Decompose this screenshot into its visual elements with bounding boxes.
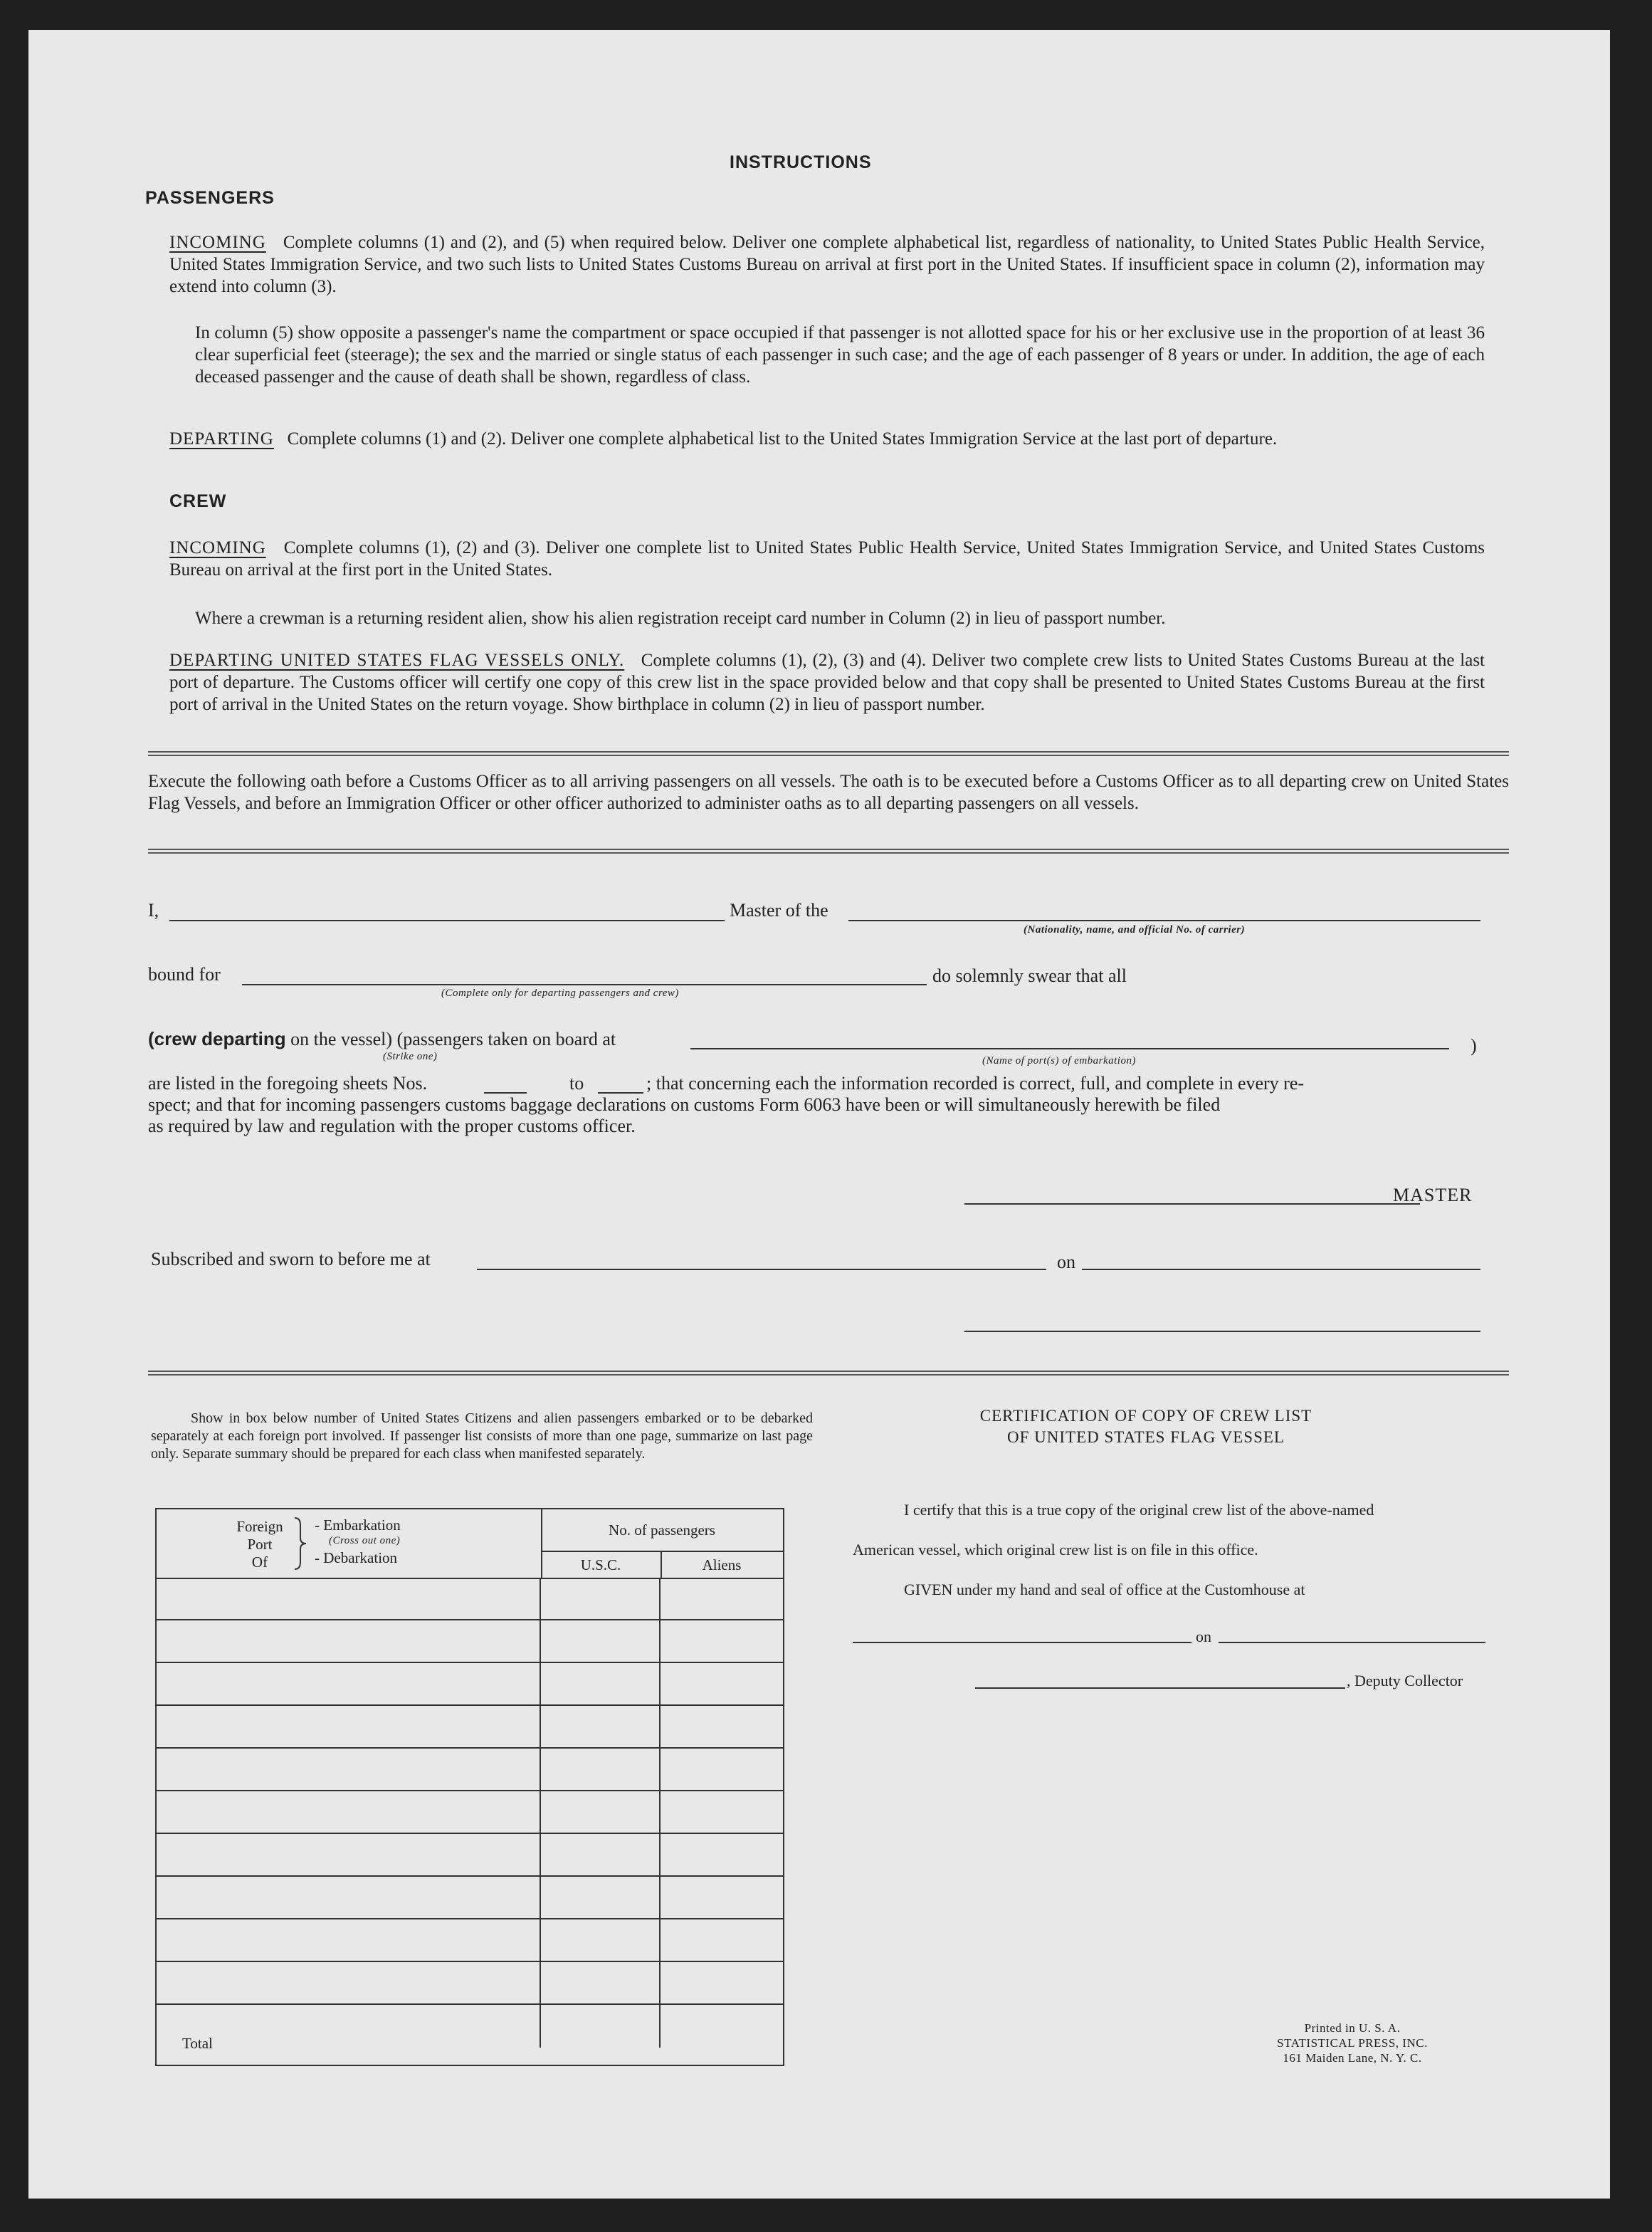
divider [148,751,1509,756]
crew-passenger-line [148,1028,616,1050]
bound-for-field[interactable] [242,984,927,985]
crew-heading: CREW [169,491,227,511]
passenger-summary-table [155,1508,784,2066]
listed-suffix: ; that concerning each the information recorded is correct, full, and complete in every re- [646,1073,1305,1094]
passengers-taken-option[interactable]: (passengers taken on board at [396,1029,616,1049]
table-cell-port[interactable] [157,1962,541,2005]
table-cell-port[interactable] [157,1620,541,1663]
officer-signature-field[interactable] [964,1331,1480,1332]
table-cell-port[interactable] [157,1877,541,1919]
table-cell-usc[interactable] [541,1663,661,1706]
certification-title-line1: CERTIFICATION OF COPY OF CREW LIST [979,1407,1312,1425]
aliens-header: Aliens [661,1551,783,1579]
certify-line2: American vessel, which original crew list is on file in this office. [853,1541,1258,1558]
to-label: to [569,1073,584,1094]
cert-date-field[interactable] [1219,1642,1485,1643]
table-cell-usc[interactable] [541,1578,661,1620]
table-cell-port[interactable] [157,1834,541,1877]
sworn-date-field[interactable] [1082,1269,1480,1270]
bound-for-label: bound for [148,964,221,985]
passengers-incoming-tag: INCOMING [169,233,266,252]
table-cell-aliens[interactable] [661,1834,783,1877]
deputy-collector-label: , Deputy Collector [1347,1672,1463,1689]
table-cell-usc[interactable] [541,1877,661,1919]
listed-line2: spect; and that for incoming passengers customs baggage declarations on customs Form 6063 have been or will simultaneously herewith be filed [148,1094,1221,1115]
table-cell-aliens[interactable] [661,1663,783,1706]
table-cell-aliens[interactable] [661,1962,783,2005]
table-cell-port[interactable] [157,1706,541,1749]
subscribed-label: Subscribed and sworn to before me at [151,1249,431,1269]
sheet-from-field[interactable] [484,1092,527,1094]
table-cell-aliens[interactable] [661,1749,783,1791]
table-cell-usc[interactable] [541,1962,661,2005]
oath-i-label: I, [148,900,159,921]
sworn-location-field[interactable] [477,1269,1046,1270]
total-label: Total [182,2035,213,2052]
no-of-passengers-header: No. of passengers [541,1509,783,1552]
crew-crewman-paragraph: Where a crewman is a returning resident alien, show his alien registration receipt card number in Column (2) in lieu of passport number. [195,609,1166,628]
crew-incoming-text: Complete columns (1), (2) and (3). Deliver one complete list to United States Public Health Service, United States Immigration Service, and United States Customs Bureau on arrival at the first port in the United States. [169,538,1485,580]
debarkation-label[interactable]: - Debarkation [315,1549,398,1566]
printer-line1: Printed in U. S. A. [1304,2021,1401,2035]
port-header-cell [157,1509,542,1579]
instructions-title: INSTRUCTIONS [730,152,872,172]
embarkation-label[interactable]: - Embarkation [315,1516,401,1534]
table-cell-port[interactable] [157,1791,541,1834]
passengers-column5-paragraph: In column (5) show opposite a passenger's name the compartment or space occupied if that passenger is not allotted space for his or her exclusive use in the proportion of at least 36 clear superficial feet (steerage); the sex and the married or single status of each passenger in such case; and the age of each passenger of 8 years or under. In addition, the age of each deceased passenger and the cause of death shall be shown, regardless of class. [195,323,1485,387]
summary-instructions: Show in box below number of United States Citizens and alien passengers embarked or to be debarked separately at each foreign port involved. If passenger list consists of more than one page, summarize on last page only. Separate summary should be prepared for each class when manifested separately. [151,1410,813,1462]
printer-imprint [1231,2021,1473,2065]
table-cell-port[interactable] [157,1919,541,1962]
crew-incoming-tag: INCOMING [169,538,266,557]
table-cell-usc[interactable] [541,2005,661,2048]
carrier-note: (Nationality, name, and official No. of carrier) [1024,924,1246,936]
table-cell-port[interactable] [157,2005,541,2048]
crew-departing-option[interactable]: (crew departing [148,1028,286,1049]
bound-for-note: (Complete only for departing passengers and crew) [441,987,679,999]
deputy-signature-field[interactable] [975,1687,1345,1689]
printer-line3: 161 Maiden Lane, N. Y. C. [1283,2051,1422,2065]
port-label: Port [247,1536,273,1553]
crew-departing-paragraph [169,649,1485,716]
table-cell-aliens[interactable] [661,1919,783,1962]
table-cell-aliens[interactable] [661,1578,783,1620]
master-of-the-label: Master of the [730,900,828,921]
brace-icon [292,1516,309,1571]
crew-incoming-paragraph [169,537,1485,581]
carrier-field[interactable] [848,920,1480,921]
cross-out-note: (Cross out one) [329,1535,401,1546]
printer-line2: STATISTICAL PRESS, INC. [1277,2036,1428,2050]
table-cell-usc[interactable] [541,1749,661,1791]
table-cell-port[interactable] [157,1578,541,1620]
table-cell-port[interactable] [157,1663,541,1706]
table-cell-usc[interactable] [541,1620,661,1663]
table-cell-aliens[interactable] [661,1706,783,1749]
foreign-label: Foreign [236,1518,283,1535]
divider [148,1371,1509,1376]
table-cell-usc[interactable] [541,1919,661,1962]
table-cell-aliens[interactable] [661,1620,783,1663]
embarkation-ports-field[interactable] [690,1048,1449,1049]
master-label: MASTER [1393,1185,1473,1205]
divider [148,849,1509,854]
passengers-departing-tag: DEPARTING [169,429,274,449]
sheet-to-field[interactable] [598,1092,643,1094]
table-cell-usc[interactable] [541,1791,661,1834]
passengers-incoming-text: Complete columns (1) and (2), and (5) when required below. Deliver one complete alphabetical list, regardless of nationality, to United States Public Health Service, United States Immigration Service, and two such lists to United States Customs Bureau on arrival at first port in the United States. If insufficient space in column (2), information may extend into column (3). [169,233,1485,296]
on-the-vessel-text: on the vessel) [290,1029,393,1049]
table-cell-port[interactable] [157,1749,541,1791]
of-label: Of [251,1554,268,1571]
table-cell-aliens[interactable] [661,2005,783,2048]
certify-line1: I certify that this is a true copy of the original crew list of the above-named [904,1501,1374,1519]
form-page [28,30,1610,2199]
customhouse-field[interactable] [853,1642,1191,1643]
listed-prefix: are listed in the foregoing sheets Nos. [148,1073,428,1094]
passengers-departing-text: Complete columns (1) and (2). Deliver one complete alphabetical list to the United States Immigration Service at the last port of departure. [287,429,1278,449]
passengers-incoming-paragraph [169,231,1485,298]
master-name-field[interactable] [169,920,725,921]
usc-header: U.S.C. [541,1551,662,1579]
certification-title-line2: OF UNITED STATES FLAG VESSEL [1007,1428,1285,1446]
listed-line3: as required by law and regulation with the proper customs officer. [148,1116,636,1136]
oath-execute-paragraph: Execute the following oath before a Customs Officer as to all arriving passengers on all vessels. The oath is to be executed before a Customs Officer as to all departing crew on United States Flag Vessels, and before an Immigration Officer or other officer authorized to administer oaths as to all departing passengers on all vessels. [148,772,1509,813]
cert-on-label: on [1196,1628,1211,1645]
table-cell-usc[interactable] [541,1706,661,1749]
certification-title [868,1405,1424,1448]
table-cell-usc[interactable] [541,1834,661,1877]
port-header-label [228,1518,292,1571]
given-text: GIVEN under my hand and seal of office at the Customhouse at [904,1581,1305,1598]
table-cell-aliens[interactable] [661,1791,783,1834]
passengers-heading: PASSENGERS [145,188,275,208]
close-paren: ) [1471,1035,1477,1056]
crew-departing-text: Complete columns (1), (2), (3) and (4). Deliver two complete crew lists to United States Customs Bureau at the last port of departure. The Customs officer will certify one copy of this crew list in the space provided below and that copy shall be presented to United States Customs Bureau at the first port of arrival in the United States on the return voyage. Show birthplace in column (2) in lieu of passport number. [169,651,1485,714]
crew-departing-tag: DEPARTING UNITED STATES FLAG VESSELS ONLY. [169,651,625,670]
master-signature-field[interactable] [964,1203,1420,1205]
passengers-departing-paragraph [169,428,1485,450]
swear-text: do solemnly swear that all [932,965,1127,986]
table-cell-aliens[interactable] [661,1877,783,1919]
ports-note: (Name of port(s) of embarkation) [982,1055,1136,1067]
strike-one-note: (Strike one) [383,1051,438,1062]
sworn-on-label: on [1057,1252,1075,1272]
